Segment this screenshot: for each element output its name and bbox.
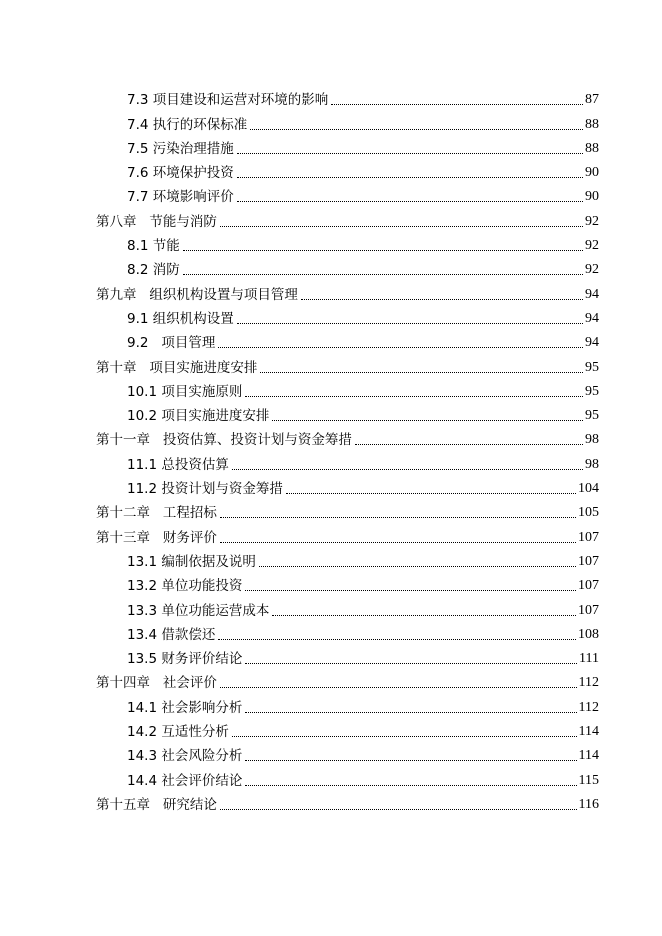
toc-entry-page: 94 — [585, 310, 599, 326]
toc-entry-page: 107 — [578, 578, 599, 594]
toc-entry-number: 9.2 — [127, 335, 162, 352]
toc-chapter-entry[interactable] — [0, 351, 662, 375]
dot-leader — [220, 542, 576, 543]
dot-leader — [301, 299, 583, 300]
toc-entry-number: 7.3 — [127, 92, 153, 109]
dot-leader — [232, 736, 577, 737]
toc-entry-number: 8.1 — [127, 238, 153, 255]
toc-entry-number: 14.1 — [127, 699, 162, 716]
dot-leader — [183, 274, 583, 275]
toc-entry[interactable] — [0, 133, 662, 157]
dot-leader — [218, 639, 576, 640]
toc-entry[interactable] — [0, 376, 662, 400]
dot-leader — [245, 663, 577, 664]
toc-chapter-number: 第十三章 — [96, 529, 163, 546]
dot-leader — [245, 785, 576, 786]
dot-leader — [220, 809, 577, 810]
toc-entry-title: 单位功能运营成本 — [161, 602, 270, 619]
dot-leader — [183, 250, 583, 251]
dot-leader — [250, 129, 583, 130]
toc-chapter-title: 节能与消防 — [149, 213, 217, 230]
toc-entry-title: 社会风险分析 — [161, 748, 243, 765]
dot-leader — [259, 566, 576, 567]
toc-chapter-title: 财务评价 — [162, 529, 217, 546]
toc-chapter-number: 第十五章 — [96, 796, 163, 813]
toc-entry-page: 94 — [585, 286, 599, 302]
toc-entry-page: 107 — [578, 529, 599, 545]
toc-entry[interactable] — [0, 716, 662, 740]
toc-entry-page: 92 — [585, 238, 599, 254]
toc-entry-title: 编制依据及说明 — [161, 553, 256, 570]
toc-entry-page: 112 — [578, 675, 599, 691]
toc-entry[interactable] — [0, 448, 662, 472]
toc-entry-title: 项目建设和运营对环境的影响 — [152, 92, 329, 109]
toc-entry-number: 14.2 — [127, 724, 162, 741]
toc-chapter-title: 组织机构设置与项目管理 — [149, 286, 298, 303]
toc-chapter-entry[interactable] — [0, 789, 662, 813]
toc-entry-number: 13.1 — [127, 553, 162, 570]
dot-leader — [232, 469, 583, 470]
toc-entry[interactable] — [0, 594, 662, 618]
toc-entry-title: 社会评价结论 — [161, 772, 243, 789]
toc-entry-page: 92 — [585, 213, 599, 229]
dot-leader — [272, 615, 576, 616]
dot-leader — [237, 177, 583, 178]
toc-entry[interactable] — [0, 619, 662, 643]
toc-entry-page: 95 — [585, 359, 599, 375]
toc-chapter-number: 第八章 — [96, 213, 150, 230]
toc-entry-number: 11.1 — [127, 456, 162, 473]
toc-entry[interactable] — [0, 108, 662, 132]
toc-entry-title: 组织机构设置 — [152, 310, 234, 327]
toc-entry-title: 总投资估算 — [161, 456, 229, 473]
toc-entry-title: 消防 — [152, 262, 180, 279]
toc-entry-title: 项目实施进度安排 — [161, 408, 270, 425]
toc-entry-page: 114 — [578, 724, 599, 740]
toc-entry-page: 94 — [585, 335, 599, 351]
toc-entry[interactable] — [0, 473, 662, 497]
toc-entry-title: 互适性分析 — [161, 724, 229, 741]
toc-entry-title: 环境保护投资 — [152, 165, 234, 182]
toc-entry[interactable] — [0, 181, 662, 205]
toc-entry-page: 114 — [578, 748, 599, 764]
toc-entry-number: 13.2 — [127, 578, 162, 595]
toc-entry[interactable] — [0, 764, 662, 788]
toc-entry-title: 投资计划与资金筹措 — [161, 481, 283, 498]
toc-entry[interactable] — [0, 327, 662, 351]
toc-entry-title: 社会影响分析 — [161, 699, 243, 716]
toc-entry-number: 7.7 — [127, 189, 153, 206]
dot-leader — [260, 372, 583, 373]
toc-entry[interactable] — [0, 740, 662, 764]
toc-entry-page: 95 — [585, 383, 599, 399]
toc-chapter-title: 工程招标 — [162, 505, 217, 522]
toc-chapter-entry[interactable] — [0, 521, 662, 545]
dot-leader — [237, 201, 583, 202]
toc-entry-page: 98 — [585, 456, 599, 472]
dot-leader — [218, 347, 583, 348]
toc-chapter-entry[interactable] — [0, 424, 662, 448]
dot-leader — [237, 153, 583, 154]
toc-entry-number: 14.3 — [127, 748, 162, 765]
toc-chapter-title: 社会评价 — [162, 675, 217, 692]
toc-entry-title: 污染治理措施 — [152, 140, 234, 157]
dot-leader — [355, 444, 583, 445]
toc-entry-page: 107 — [578, 553, 599, 569]
toc-entry[interactable] — [0, 254, 662, 278]
toc-chapter-number: 第九章 — [96, 286, 150, 303]
toc-entry-title: 单位功能投资 — [161, 578, 243, 595]
toc-chapter-entry[interactable] — [0, 667, 662, 691]
toc-entry-title: 财务评价结论 — [161, 651, 243, 668]
toc-entry-title: 借款偿还 — [161, 626, 216, 643]
toc-entry-number: 7.6 — [127, 165, 153, 182]
toc-entry[interactable] — [0, 570, 662, 594]
toc-entry-page: 115 — [578, 772, 599, 788]
toc-entry-title: 节能 — [152, 238, 180, 255]
toc-entry-page: 95 — [585, 408, 599, 424]
toc-chapter-title: 投资估算、投资计划与资金筹措 — [162, 432, 352, 449]
toc-entry-number: 13.3 — [127, 602, 162, 619]
toc-entry-page: 108 — [578, 626, 599, 642]
toc-entry-title: 项目实施原则 — [161, 383, 243, 400]
toc-entry[interactable] — [0, 546, 662, 570]
toc-entry-page: 104 — [578, 481, 599, 497]
toc-entry-page: 111 — [579, 651, 599, 667]
toc-entry-title: 执行的环保标准 — [152, 116, 248, 133]
toc-entry[interactable] — [0, 157, 662, 181]
dot-leader — [245, 590, 576, 591]
toc-entry[interactable] — [0, 303, 662, 327]
toc-entry-number: 13.4 — [127, 626, 162, 643]
table-of-contents — [0, 84, 662, 813]
toc-chapter-number: 第十二章 — [96, 505, 163, 522]
dot-leader — [286, 493, 576, 494]
dot-leader — [237, 323, 583, 324]
toc-chapter-title: 研究结论 — [162, 796, 217, 813]
toc-entry-page: 112 — [578, 699, 599, 715]
toc-entry[interactable] — [0, 400, 662, 424]
toc-entry[interactable] — [0, 230, 662, 254]
toc-entry-page: 116 — [578, 796, 599, 812]
toc-entry-page: 105 — [578, 505, 599, 521]
toc-chapter-number: 第十章 — [96, 359, 150, 376]
toc-chapter-number: 第十四章 — [96, 675, 163, 692]
toc-entry[interactable] — [0, 691, 662, 715]
toc-entry-number: 14.4 — [127, 772, 162, 789]
toc-entry-page: 90 — [585, 189, 599, 205]
toc-entry-number: 13.5 — [127, 651, 162, 668]
dot-leader — [245, 760, 576, 761]
dot-leader — [220, 226, 583, 227]
toc-entry-number: 8.2 — [127, 262, 153, 279]
toc-entry-page: 87 — [585, 92, 599, 108]
toc-entry-title: 环境影响评价 — [152, 189, 234, 206]
dot-leader — [245, 712, 576, 713]
toc-entry[interactable] — [0, 84, 662, 108]
toc-entry-number: 10.1 — [127, 383, 162, 400]
toc-entry-page: 107 — [578, 602, 599, 618]
toc-entry-page: 98 — [585, 432, 599, 448]
toc-entry-page: 88 — [585, 116, 599, 132]
toc-chapter-entry[interactable] — [0, 205, 662, 229]
toc-chapter-title: 项目实施进度安排 — [149, 359, 258, 376]
toc-entry-page: 88 — [585, 140, 599, 156]
toc-entry-page: 90 — [585, 165, 599, 181]
toc-entry-number: 7.4 — [127, 116, 153, 133]
dot-leader — [331, 104, 583, 105]
toc-entry-number: 10.2 — [127, 408, 162, 425]
toc-entry[interactable] — [0, 643, 662, 667]
dot-leader — [220, 517, 576, 518]
dot-leader — [272, 420, 583, 421]
toc-entry-number: 7.5 — [127, 140, 153, 157]
toc-chapter-entry[interactable] — [0, 497, 662, 521]
toc-entry-number: 9.1 — [127, 310, 153, 327]
toc-entry-title: 项目管理 — [161, 335, 216, 352]
dot-leader — [220, 687, 577, 688]
dot-leader — [245, 396, 583, 397]
toc-chapter-number: 第十一章 — [96, 432, 163, 449]
toc-entry-number: 11.2 — [127, 481, 162, 498]
toc-chapter-entry[interactable] — [0, 278, 662, 302]
toc-entry-page: 92 — [585, 262, 599, 278]
